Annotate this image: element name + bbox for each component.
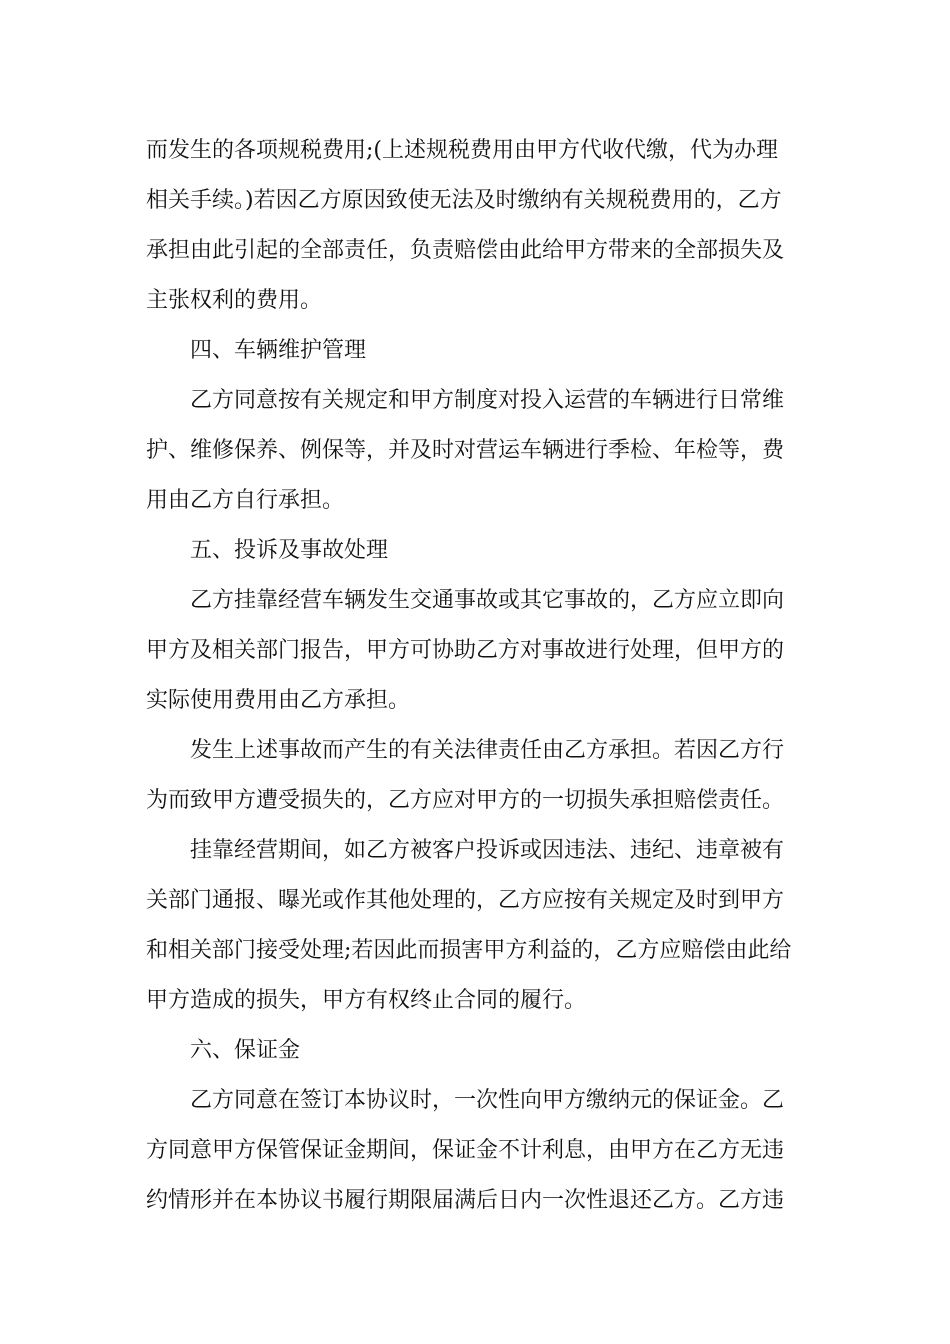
paragraph-line: 护、维修保养、例保等，并及时对营运车辆进行季检、年检等，费 <box>146 438 785 463</box>
paragraph-line: 甲方及相关部门报告，甲方可协助乙方对事故进行处理，但甲方的 <box>146 638 785 663</box>
paragraph-line: 关部门通报、曝光或作其他处理的，乙方应按有关规定及时到甲方 <box>146 888 785 913</box>
paragraph-line: 主张权利的费用。 <box>146 288 323 313</box>
section-heading-vehicle-maintenance: 四、车辆维护管理 <box>190 338 367 363</box>
paragraph-line: 和相关部门接受处理;若因此而损害甲方利益的，乙方应赔偿由此给 <box>146 938 792 963</box>
paragraph-line: 为而致甲方遭受损失的，乙方应对甲方的一切损失承担赔偿责任。 <box>146 788 785 813</box>
paragraph-line: 发生上述事故而产生的有关法律责任由乙方承担。若因乙方行 <box>190 738 785 763</box>
paragraph-line: 挂靠经营期间，如乙方被客户投诉或因违法、违纪、违章被有 <box>190 838 785 863</box>
paragraph-line: 承担由此引起的全部责任，负责赔偿由此给甲方带来的全部损失及 <box>146 238 785 263</box>
paragraph-line: 方同意甲方保管保证金期间，保证金不计利息，由甲方在乙方无违 <box>146 1138 785 1163</box>
paragraph-line: 乙方同意在签订本协议时，一次性向甲方缴纳元的保证金。乙 <box>190 1088 785 1113</box>
paragraph-line: 而发生的各项规税费用;(上述规税费用由甲方代收代缴，代为办理 <box>146 138 778 163</box>
paragraph-line: 甲方造成的损失，甲方有权终止合同的履行。 <box>146 988 587 1013</box>
paragraph-line: 实际使用费用由乙方承担。 <box>146 688 411 713</box>
paragraph-line: 相关手续。)若因乙方原因致使无法及时缴纳有关规税费用的，乙方 <box>146 188 782 213</box>
section-heading-complaints-accidents: 五、投诉及事故处理 <box>190 538 389 563</box>
section-heading-deposit: 六、保证金 <box>190 1038 301 1063</box>
paragraph-line: 用由乙方自行承担。 <box>146 488 345 513</box>
paragraph-line: 约情形并在本协议书履行期限届满后日内一次性退还乙方。乙方违 <box>146 1188 785 1213</box>
paragraph-line: 乙方挂靠经营车辆发生交通事故或其它事故的，乙方应立即向 <box>190 588 785 613</box>
paragraph-line: 乙方同意按有关规定和甲方制度对投入运营的车辆进行日常维 <box>190 388 785 413</box>
